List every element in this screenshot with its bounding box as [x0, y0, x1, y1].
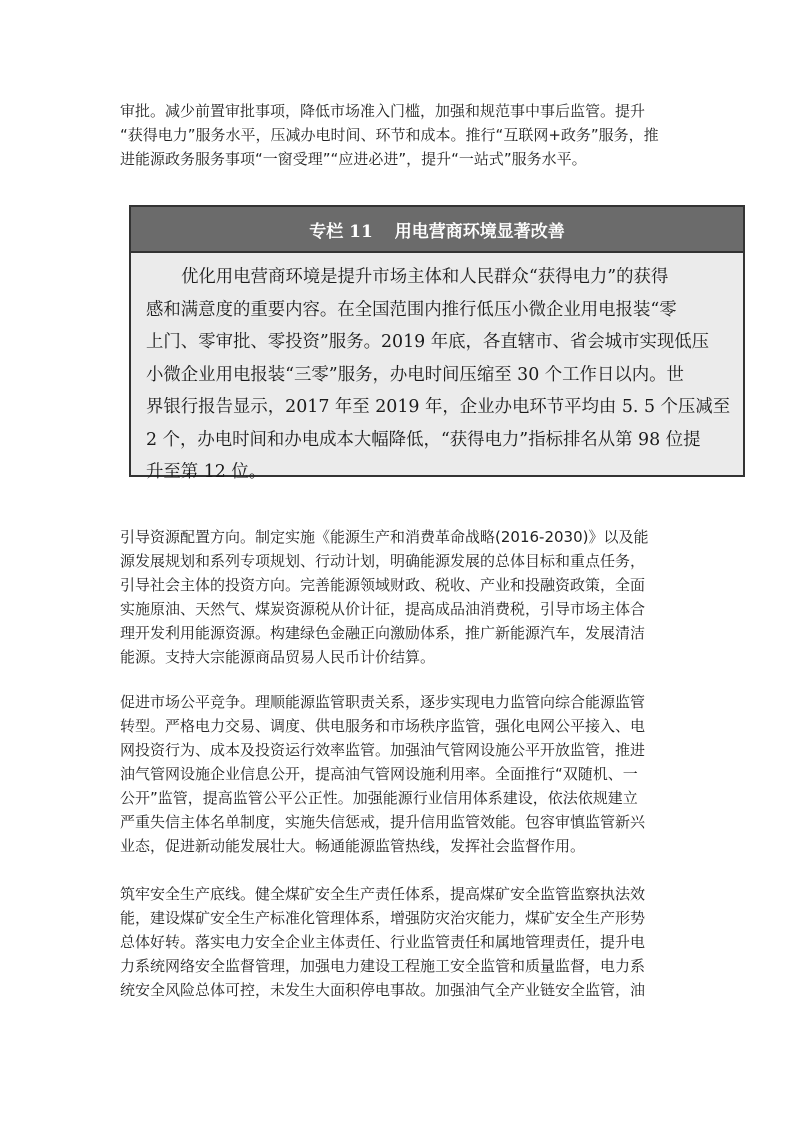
- paragraph-fair-competition: [120, 690, 680, 858]
- text-line: 感和满意度的重要内容。在全国范围内推行低压小微企业用电报装“零: [146, 299, 677, 320]
- paragraph-resource-allocation: [120, 525, 680, 669]
- text-line: 统安全风险总体可控，未发生大面积停电事故。加强油气全产业链安全监管，油: [120, 981, 646, 999]
- text-line: 引导资源配置方向。制定实施《能源生产和消费革命战略(2016-2030)》以及能: [120, 528, 649, 546]
- text-line: 优化用电营商环境是提升市场主体和人民群众“获得电力”的获得: [181, 267, 669, 287]
- text-line: 业态，促进新动能发展壮大。畅通能源监管热线，发挥社会监督作用。: [120, 837, 586, 855]
- paragraph-safety-production: [120, 882, 680, 1002]
- text-line: 公开”监管，提高监管公平公正性。加强能源行业信用体系建设，依法依规建立: [120, 789, 638, 807]
- text-line: 筑牢安全生产底线。健全煤矿安全生产责任体系，提高煤矿安全监管监察执法效: [120, 885, 646, 903]
- column-box-title: 用电营商环境显著改善: [394, 221, 565, 242]
- text-line: 审批。减少前置审批事项，降低市场准入门槛，加强和规范事中事后监管。提升: [120, 102, 646, 120]
- text-line: 能源。支持大宗能源商品贸易人民币计价结算。: [120, 648, 436, 666]
- intro-paragraph: [120, 99, 680, 171]
- text-line: 升至第 12 位。: [146, 462, 267, 482]
- column-box-label: 专栏 11: [309, 221, 373, 242]
- text-line: 进能源政务服务事项“一窗受理”“应进必进”，提升“一站式”服务水平。: [120, 150, 587, 168]
- text-line: 油气管网设施企业信息公开，提高油气管网设施利用率。全面推行“双随机、一: [120, 765, 638, 783]
- column-box: [129, 205, 745, 482]
- text-line: 界银行报告显示，2017 年至 2019 年，企业办电环节平均由 5. 5 个压减至: [146, 397, 731, 417]
- text-line: 理开发利用能源资源。构建绿色金融正向激励体系，推广新能源汽车，发展清洁: [120, 624, 646, 642]
- text-line: 小微企业用电报装“三零”服务，办电时间压缩至 30 个工作日以内。世: [146, 364, 684, 385]
- text-line: “获得电力”服务水平，压减办电时间、环节和成本。推行“互联网+政务”服务，推: [120, 126, 659, 144]
- text-line: 能，建设煤矿安全生产标准化管理体系，增强防灾治灾能力，煤矿安全生产形势: [120, 909, 646, 927]
- text-line: 转型。严格电力交易、调度、供电服务和市场秩序监管，强化电网公平接入、电: [120, 717, 646, 735]
- text-line: 源发展规划和系列专项规划、行动计划，明确能源发展的总体目标和重点任务，: [120, 552, 646, 570]
- text-line: 严重失信主体名单制度，实施失信惩戒，提升信用监管效能。包容审慎监管新兴: [120, 813, 646, 831]
- text-line: 网投资行为、成本及投资运行效率监管。加强油气管网设施公平开放监管，推进: [120, 741, 646, 759]
- text-line: 实施原油、天然气、煤炭资源税从价计征，提高成品油消费税，引导市场主体合: [120, 600, 646, 618]
- text-line: 总体好转。落实电力安全企业主体责任、行业监管责任和属地管理责任，提升电: [120, 933, 646, 951]
- text-line: 促进市场公平竞争。理顺能源监管职责关系，逐步实现电力监管向综合能源监管: [120, 693, 646, 711]
- text-line: 上门、零审批、零投资”服务。2019 年底，各直辖市、省会城市实现低压: [146, 332, 710, 352]
- text-line: 力系统网络安全监督管理，加强电力建设工程施工安全监管和质量监督，电力系: [120, 957, 646, 975]
- text-line: 2 个，办电时间和办电成本大幅降低，“获得电力”指标排名从第 98 位提: [146, 429, 701, 450]
- column-box-header: [131, 207, 743, 253]
- column-box-body: [131, 253, 743, 489]
- text-line: 引导社会主体的投资方向。完善能源领域财政、税收、产业和投融资政策，全面: [120, 576, 646, 594]
